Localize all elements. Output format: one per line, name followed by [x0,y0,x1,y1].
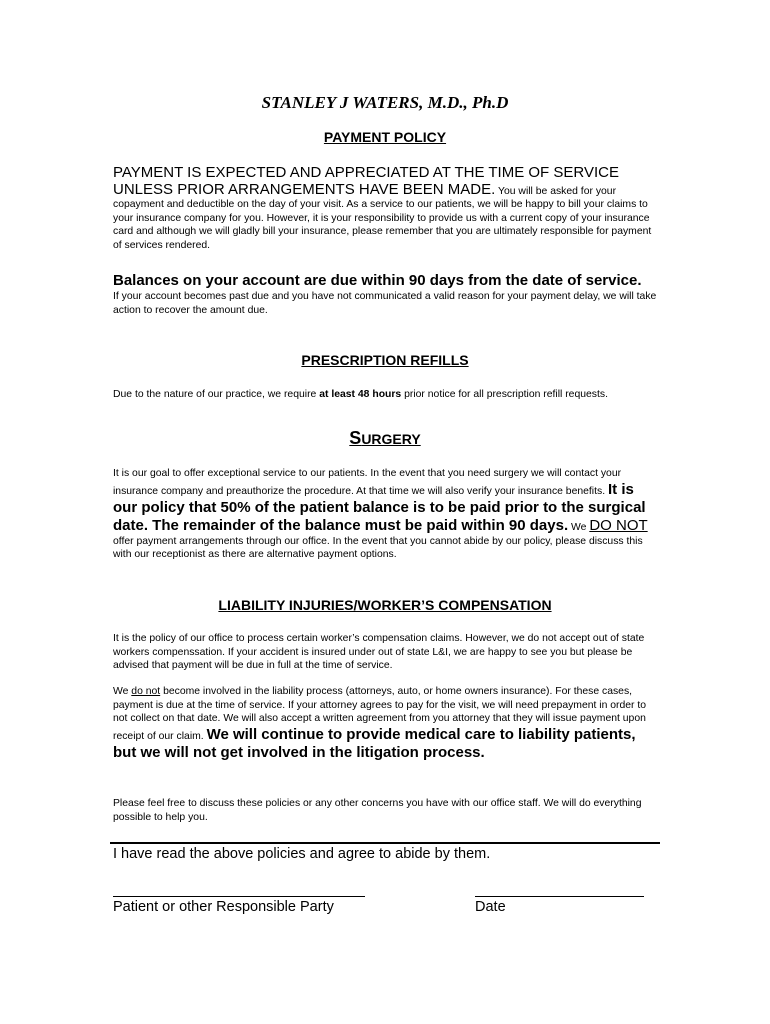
prescription-text-before: Due to the nature of our practice, we require [113,389,320,400]
agreement-divider [110,842,660,844]
payment-policy-body: You will be asked for your copayment and deductible on the day of your visit. As a service to our patients, we will be happy to bill your claims to your insurance company for you. However, it is your responsibility to provide us with a current copy of your insurance card and although we will gladly bill your insurance, please remember that you are ultimately responsible for payment of services rendered. [113,185,652,251]
surgery-payment-policy: It is our policy that 50% of the patient balance is to be paid prior to the surgical date. The remainder of the balance must be paid within 90 days. [113,480,646,534]
liability-do-not: do not [131,686,161,697]
date-signature-line[interactable] [475,896,644,897]
surgery-heading [0,428,770,449]
prescription-text-after: prior notice for all prescription refill requests. [401,389,608,400]
date-label: Date [475,899,506,915]
surgery-heading-initial: S [349,428,362,448]
surgery-tail: offer payment arrangements through our office. In the event that you cannot abide by our policy, please discuss this with our receptionist as there are alternative payment options. [113,535,643,560]
surgery-intro: It is our goal to offer exceptional service to our patients. In the event that you need surgery we will contact your insurance company and preauthorize the procedure. At that time we will also verify your insurance benefits. [113,468,622,497]
balances-body: If your account becomes past due and you have not communicated a valid reason for your payment delay, we will take action to recover the amount due. [113,291,657,316]
prescription-paragraph [113,388,658,402]
prescription-heading: PRESCRIPTION REFILLS [301,352,469,368]
patient-signature-label: Patient or other Responsible Party [113,899,334,915]
prescription-notice-period: at least 48 hours [319,389,402,400]
liability-care-statement: We will continue to provide medical care to liability patients, but we will not get involved in the litigation process. [113,725,636,761]
balances-heading: Balances on your account are due within 90 days from the date of service. [113,272,642,289]
closing-paragraph: Please feel free to discuss these policies or any other concerns you have with our office staff. We will do everything possible to help you. [113,798,642,823]
payment-caps-lead: PAYMENT IS EXPECTED AND APPRECIATED AT THE TIME OF SERVICE UNLESS PRIOR ARRANGEMENTS HAVE BEEN MADE. [113,164,619,198]
payment-policy-paragraph [113,165,658,252]
balances-paragraph [113,272,658,317]
liability-we: We [113,686,132,697]
surgery-do-not: DO NOT [589,516,648,534]
doctor-name-title: STANLEY J WATERS, M.D., Ph.D [261,93,509,112]
liability-heading: LIABILITY INJURIES/WORKER’S COMPENSATION [218,597,552,613]
liability-body: become involved in the liability process (attorneys, auto, or home owners insurance). For these cases, payment is due at the time of service. If your attorney agrees to pay for the visit, we will need prepayment in order to not collect on that date. We will also accept a written agreement from you attorney that they will issue payment upon receipt of our claim. [113,686,647,742]
liability-paragraph-1: It is the policy of our office to process certain worker’s compensation claims. However, we do not accept out of state workers compenssation. If your accident is insured under out of state L&I, we are happy to see you but please be advised that payment will be due in full at the time of service. [113,633,645,671]
surgery-heading-rest: URGERY [361,431,421,447]
payment-policy-heading: PAYMENT POLICY [323,129,447,145]
surgery-we: We [571,521,587,533]
surgery-paragraph [113,467,658,562]
liability-paragraph-2 [113,685,658,762]
agreement-statement: I have read the above policies and agree to abide by them. [113,846,491,862]
patient-signature-line[interactable] [113,896,365,897]
